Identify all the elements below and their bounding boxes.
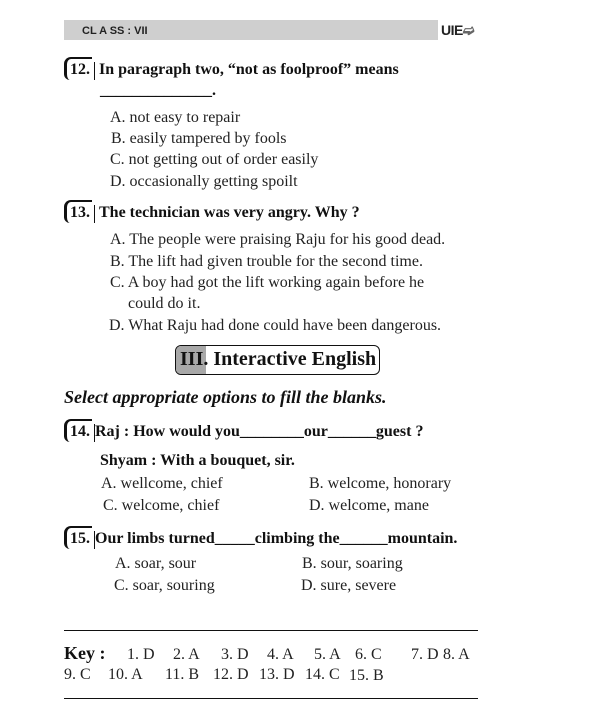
question-text: Our limbs turned_____climbing the______mountain.: [95, 530, 458, 547]
option: B. sour, soaring: [302, 555, 403, 572]
question-text: The technician was very angry. Why ?: [99, 204, 360, 221]
option: D. welcome, mane: [309, 497, 429, 514]
option: B. welcome, honorary: [309, 475, 452, 492]
key-answer: 13. D: [259, 666, 295, 683]
key-answer: 6. C: [355, 646, 382, 663]
option-continuation: could do it.: [128, 295, 201, 312]
key-label: Key :: [64, 643, 106, 663]
arrow-icon: ➫: [462, 22, 475, 38]
key-answer: 2. A: [173, 646, 200, 663]
option: A. wellcome, chief: [101, 475, 223, 492]
divider: [64, 630, 478, 631]
logo-text: UIE: [441, 22, 463, 38]
key-answer: 5. A: [314, 646, 341, 663]
option: A. not easy to repair: [110, 109, 241, 126]
question-text: Raj : How would you________our______guest ?: [95, 423, 424, 440]
key-answer: 15. B: [349, 667, 384, 684]
question-number: 14.: [64, 419, 92, 442]
option: D. occasionally getting spoilt: [110, 173, 298, 190]
class-label: CL A SS : VII: [82, 25, 148, 37]
key-answer: 1. D: [127, 646, 155, 663]
option: A. soar, sour: [115, 555, 197, 572]
section-heading: [175, 345, 380, 375]
option: C. not getting out of order easily: [110, 151, 319, 168]
key-answer: 4. A: [267, 646, 294, 663]
question-blank: ______________.: [100, 82, 216, 99]
key-answer: 3. D: [221, 646, 249, 663]
question-number: 12.: [64, 57, 92, 80]
option: D. What Raju had done could have been dangerous.: [109, 317, 442, 334]
option: A. The people were praising Raju for his good dead.: [110, 231, 446, 248]
option: D. sure, severe: [301, 577, 397, 594]
option: C. soar, souring: [114, 577, 215, 594]
logo: [441, 22, 474, 39]
key-answer: 7. D: [411, 646, 439, 663]
question-text: In paragraph two, “not as foolproof” means: [99, 61, 399, 78]
question-number: 13.: [64, 200, 92, 223]
option: B. The lift had given trouble for the second time.: [110, 253, 423, 270]
key-answer: 10. A: [108, 666, 143, 683]
divider: [64, 698, 478, 699]
key-answer: 14. C: [305, 666, 340, 683]
key-answer: 12. D: [213, 666, 249, 683]
option: B. easily tampered by fools: [111, 130, 287, 147]
question-dialogue: Shyam : With a bouquet, sir.: [100, 452, 295, 469]
question-number: 15.: [64, 526, 92, 549]
option: C. A boy had got the lift working again before he: [110, 274, 425, 291]
key-answer: 9. C: [64, 666, 91, 683]
section-title: III. Interactive English: [180, 348, 377, 370]
key-answer: 11. B: [165, 666, 200, 683]
key-answer: 8. A: [443, 646, 470, 663]
option: C. welcome, chief: [103, 497, 220, 514]
instruction: Select appropriate options to fill the blanks.: [64, 387, 387, 407]
